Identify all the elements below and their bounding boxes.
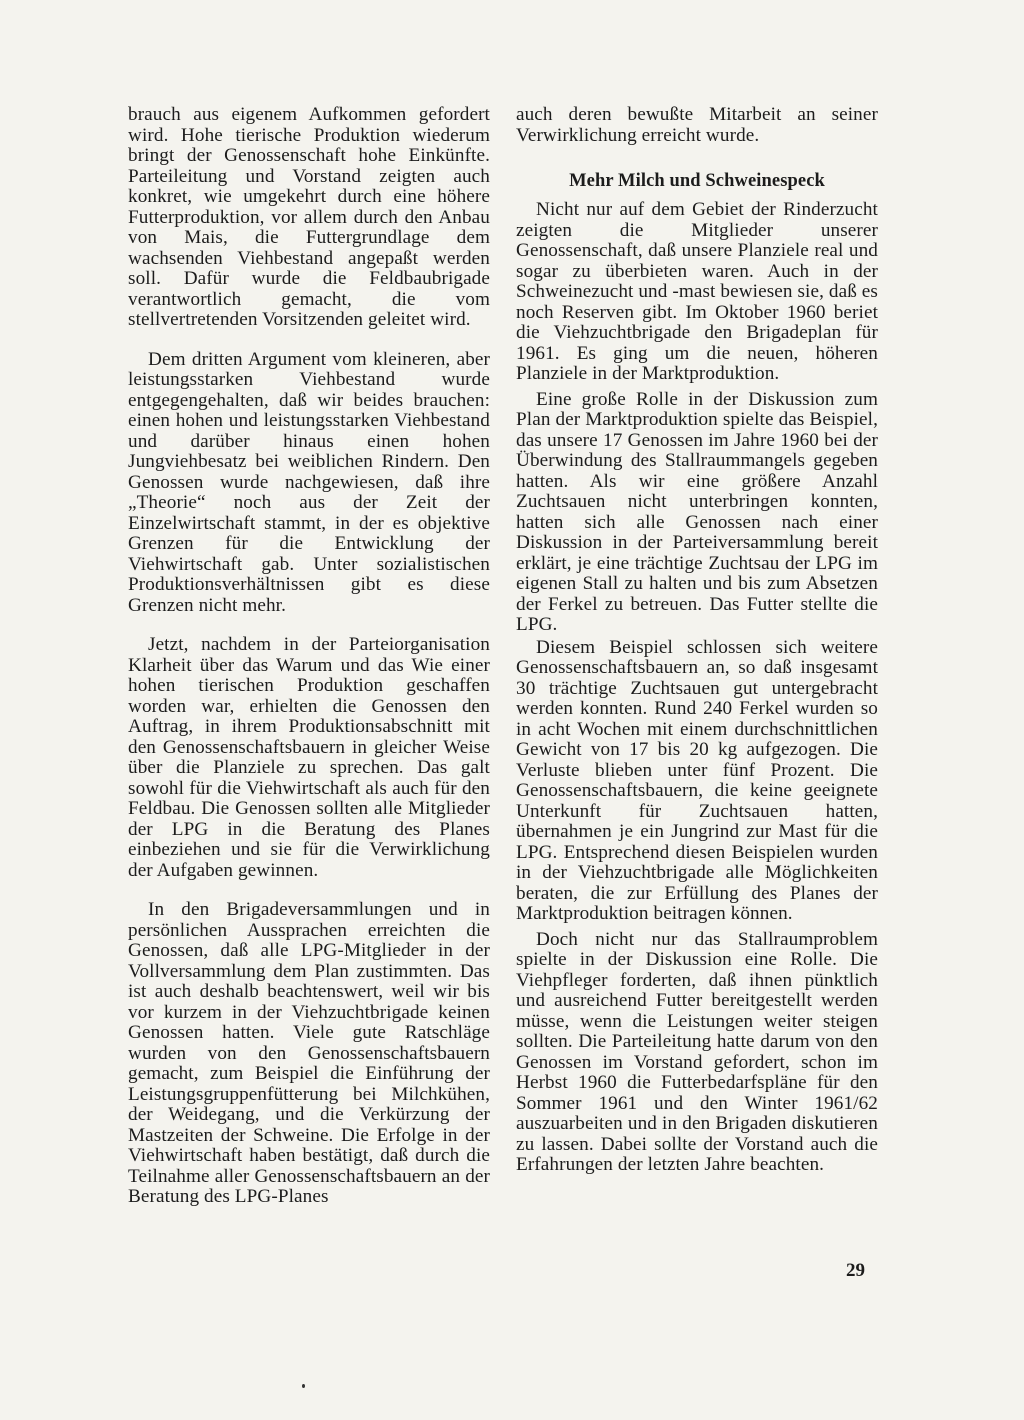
paragraph: In den Brigadeversammlungen und in persönlichen Aussprachen erreichten die Genossen, daß alle LPG-Mitglieder in der Vollversammlung dem Plan zustimmten. Das ist auch deshalb beachtenswert, weil wir bis vor kurzem in der Viehzuchtbrigade keinen Genossen hatten. Viele gute Ratschläge wurden von den Genossenschaftsbauern gemacht, zum Beispiel die Einführung der Leistungsgruppenfütterung bei Milchkühen, der Weidegang, und die Verkürzung der Mastzeiten der Schweine. Die Erfolge in der Viehwirtschaft haben bestätigt, daß durch die Teilnahme aller Genossenschaftsbauern an der Beratung des LPG-Planes: [128, 899, 490, 1207]
paragraph: Jetzt, nachdem in der Parteiorganisation Klarheit über das Warum und das Wie einer hohen tierischen Produktion geschaffen worden war, erhielten die Genossen den Auftrag, in ihrem Produktionsabschnitt mit den Genossenschaftsbauern in gleicher Weise über die Planziele zu sprechen. Das galt sowohl für die Viehwirtschaft als auch für den Feldbau. Die Genossen sollten alle Mitglieder der LPG in die Beratung des Planes einbeziehen und sie für die Verwirklichung der Aufgaben gewinnen.: [128, 634, 490, 881]
paragraph: Eine große Rolle in der Diskussion zum Plan der Marktproduktion spielte das Beispiel, das unsere 17 Genossen im Jahre 1960 bei der Überwindung des Stallraummangels gegeben hatten. Als wir eine größere Anzahl Zuchtsauen nicht unterbringen konnten, hatten sich alle Genossen nach einer Diskussion in der Parteiversammlung bereit erklärt, je eine trächtige Zuchtsau der LPG im eigenen Stall zu halten und bis zum Absetzen der Ferkel zu betreuen. Das Futter stellte die LPG.: [516, 388, 878, 635]
left-column: [128, 105, 490, 1208]
paragraph: Dem dritten Argument vom kleineren, aber leistungsstarken Viehbestand wurde entgegengehalten, daß wir beides brauchen: einen hohen und leistungsstarken Viehbestand und darüber hinaus einen hohen Jungviehbesatz bei weiblichen Rindern. Den Genossen wurde nachgewiesen, daß ihre „Theorie“ noch aus der Zeit der Einzelwirtschaft stammt, in der es objektive Grenzen für die Entwicklung der Viehwirtschaft gab. Unter sozialistischen Produktionsverhältnissen gibt es diese Grenzen nicht mehr.: [128, 348, 490, 616]
paragraph: Nicht nur auf dem Gebiet der Rinderzucht zeigten die Mitglieder unserer Genossenschaft, daß unsere Planziele real und sogar zu überbieten waren. Auch in der Schweinezucht und -mast bewiesen sie, daß es noch Reserven gibt. Im Oktober 1960 beriet die Viehzuchtbrigade den Brigadeplan für 1961. Es ging um die neuen, höheren Planziele in der Marktproduktion.: [516, 199, 878, 384]
paragraph: Diesem Beispiel schlossen sich weitere Genossenschaftsbauern an, so daß insgesamt 30 trächtige Zuchtsauen gut untergebracht werden konnten. Rund 240 Ferkel wurden so in acht Wochen mit einem durchschnittlichen Gewicht von 17 bis 20 kg aufgezogen. Die Verluste blieben unter fünf Prozent. Die Genossenschaftsbauern, die keine geeignete Unterkunft für Zuchtsauen hatten, übernahmen je ein Jungrind zur Mast für die LPG. Entsprechend diesen Beispielen wurden in der Viehzuchtbrigade alle Möglichkeiten beraten, die zur Erfüllung des Planes der Marktproduktion beitragen können.: [516, 636, 878, 924]
paragraph-continued: brauch aus eigenem Aufkommen gefordert wird. Hohe tierische Produktion wiederum bringt der Genossenschaft hohe Einkünfte. Parteileitung und Vorstand zeigten auch konkret, wie umgekehrt durch eine höhere Futterproduktion, vor allem durch den Anbau von Mais, die Futtergrundlage dem wachsenden Viehbestand angepaßt werden soll. Dafür wurde die Feldbaubrigade verantwortlich gemacht, die vom stellvertretenden Vorsitzenden geleitet wird.: [128, 104, 490, 330]
right-column: [516, 105, 878, 1176]
section-heading: Mehr Milch und Schweinespeck: [569, 171, 825, 191]
paragraph-continued: auch deren bewußte Mitarbeit an seiner Verwirklichung erreicht wurde.: [516, 104, 878, 146]
page-number: 29: [846, 1260, 865, 1281]
paper-speck: [302, 1384, 305, 1388]
paragraph: Doch nicht nur das Stallraumproblem spielte in der Diskussion eine Rolle. Die Viehpfleger forderten, daß ihnen pünktlich und ausreichend Futter bereitgestellt werden müsse, wenn die Leistungen weiter steigen sollten. Die Parteileitung hatte darum von den Genossen im Vorstand gefordert, schon im Herbst 1960 die Futterbedarfspläne für den Sommer 1961 und den Winter 1961/62 auszuarbeiten und in den Brigaden diskutieren zu lassen. Dabei sollte der Vorstand auch die Erfahrungen der letzten Jahre beachten.: [516, 928, 878, 1175]
